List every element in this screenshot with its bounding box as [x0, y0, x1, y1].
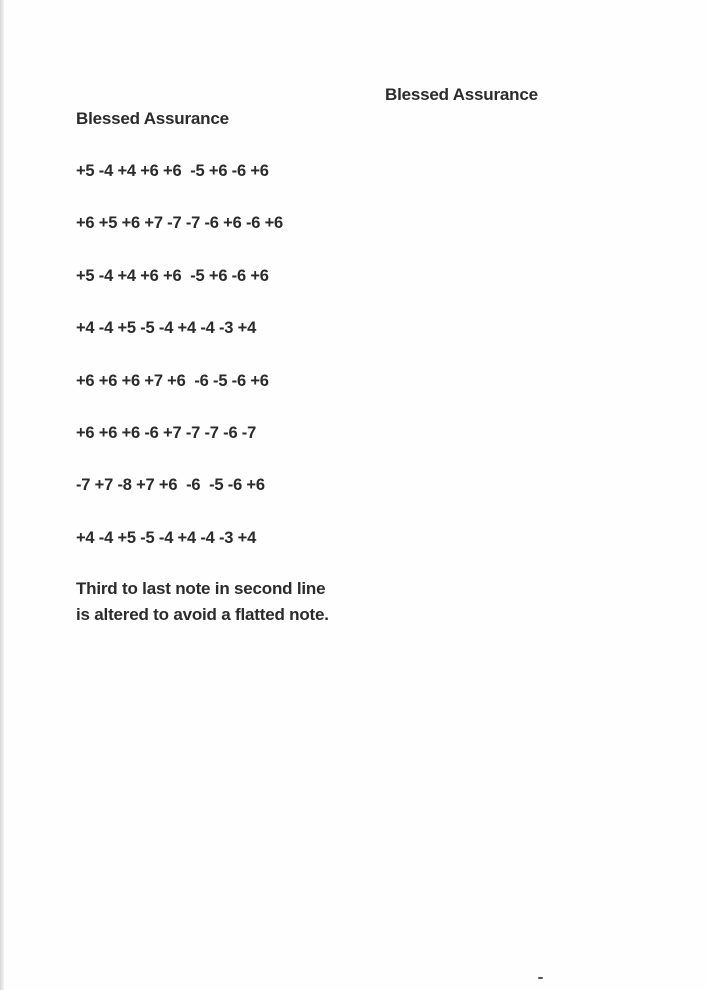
tab-line: +6 +6 +6 -6 +7 -7 -7 -6 -7: [76, 423, 257, 442]
page-edge-shadow: [0, 0, 4, 990]
tab-line: -7 +7 -8 +7 +6 -6 -5 -6 +6: [76, 476, 265, 495]
tab-line: +5 -4 +4 +6 +6 -5 +6 -6 +6: [76, 162, 269, 180]
tab-line: +4 -4 +5 -5 -4 +4 -4 -3 +4: [76, 319, 257, 338]
scan-speck: [538, 977, 543, 979]
header-title: Blessed Assurance: [385, 85, 538, 104]
song-title: Blessed Assurance: [76, 109, 229, 128]
tab-line: +5 -4 +4 +6 +6 -5 +6 -6 +6: [76, 266, 269, 285]
tab-line: +6 +5 +6 +7 -7 -7 -6 +6 -6 +6: [76, 214, 284, 233]
tab-line: +6 +6 +6 +7 +6 -6 -5 -6 +6: [76, 371, 269, 390]
harmonica-tab-list: [76, 161, 283, 580]
footnote-line: Third to last note in second line: [76, 579, 326, 598]
tab-line: +4 -4 +5 -5 -4 +4 -4 -3 +4: [76, 528, 257, 547]
footnote-line: is altered to avoid a flatted note.: [76, 605, 329, 624]
footnote: [76, 576, 329, 628]
